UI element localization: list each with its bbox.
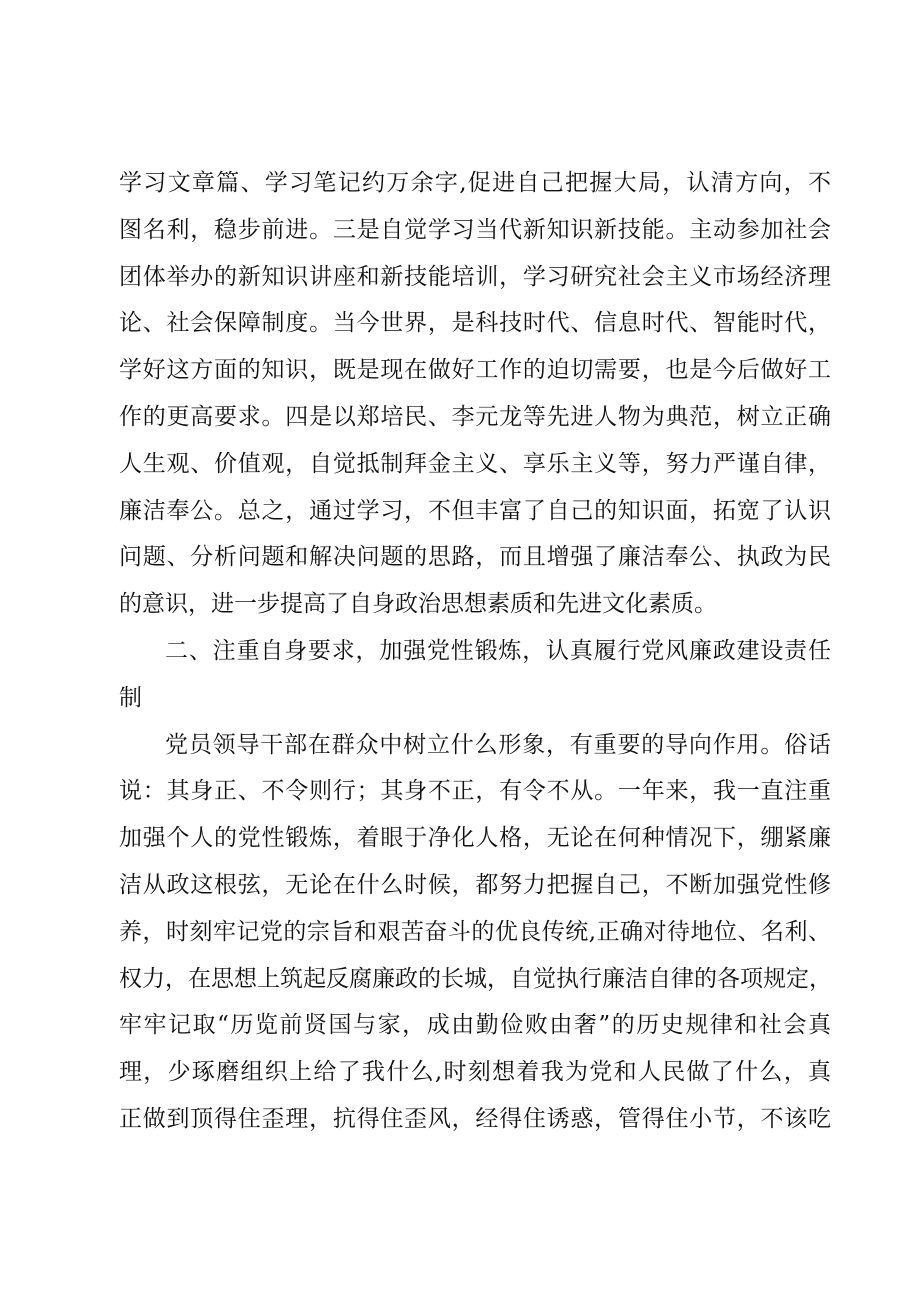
- text-line: 洁从政这根弦，无论在什么时候，都努力把握自己，不断加强党性修: [119, 871, 831, 898]
- text-line: 说：其身正、不令则行；其身不正，有令不从。一年来，我一直注重: [119, 778, 831, 805]
- text-line: 图名利，稳步前进。三是自觉学习当代新知识新技能。主动参加社会: [119, 216, 831, 243]
- text-line: 学好这方面的知识，既是现在做好工作的迫切需要，也是今后做好工: [119, 357, 831, 384]
- paragraph-first-line: 党员领导干部在群众中树立什么形象，有重要的导向作用。俗话: [165, 731, 831, 758]
- text-line: 人生观、价值观，自觉抵制拜金主义、享乐主义等，努力严谨自律，: [119, 450, 831, 477]
- text-line: 廉洁奉公。总之，通过学习，不但丰富了自己的知识面，拓宽了认识: [119, 497, 831, 524]
- section-heading: 二、注重自身要求，加强党性锻炼，认真履行党风廉政建设责任: [165, 637, 831, 664]
- text-line: 学习文章篇、学习笔记约万余字,促进自己把握大局，认清方向，不: [119, 170, 831, 196]
- text-line: 养，时刻牢记党的宗旨和艰苦奋斗的优良传统,正确对待地位、名利、: [119, 918, 831, 945]
- section-heading-continuation: 制: [119, 684, 142, 711]
- text-line: 论、社会保障制度。当今世界，是科技时代、信息时代、智能时代，: [119, 310, 831, 337]
- text-line: 理，少琢磨组织上给了我什么,时刻想着我为党和人民做了什么，真: [119, 1059, 831, 1086]
- document-body: [119, 160, 831, 1143]
- text-line: 作的更高要求。四是以郑培民、李元龙等先进人物为典范，树立正确: [119, 403, 831, 430]
- text-line: 加强个人的党性锻炼，着眼于净化人格，无论在何种情况下，绷紧廉: [119, 825, 831, 852]
- text-line: 的意识，进一步提高了自身政治思想素质和先进文化素质。: [119, 591, 717, 618]
- text-line: 正做到顶得住歪理，抗得住歪风，经得住诱惑，管得住小节，不该吃: [119, 1105, 831, 1132]
- text-line: 牢牢记取“历览前贤国与家，成由勤俭败由奢”的历史规律和社会真: [119, 1012, 831, 1039]
- text-line: 权力，在思想上筑起反腐廉政的长城，自觉执行廉洁自律的各项规定，: [119, 965, 832, 992]
- text-line: 团体举办的新知识讲座和新技能培训，学习研究社会主义市场经济理: [119, 263, 831, 290]
- text-line: 问题、分析问题和解决问题的思路，而且增强了廉洁奉公、执政为民: [119, 544, 831, 571]
